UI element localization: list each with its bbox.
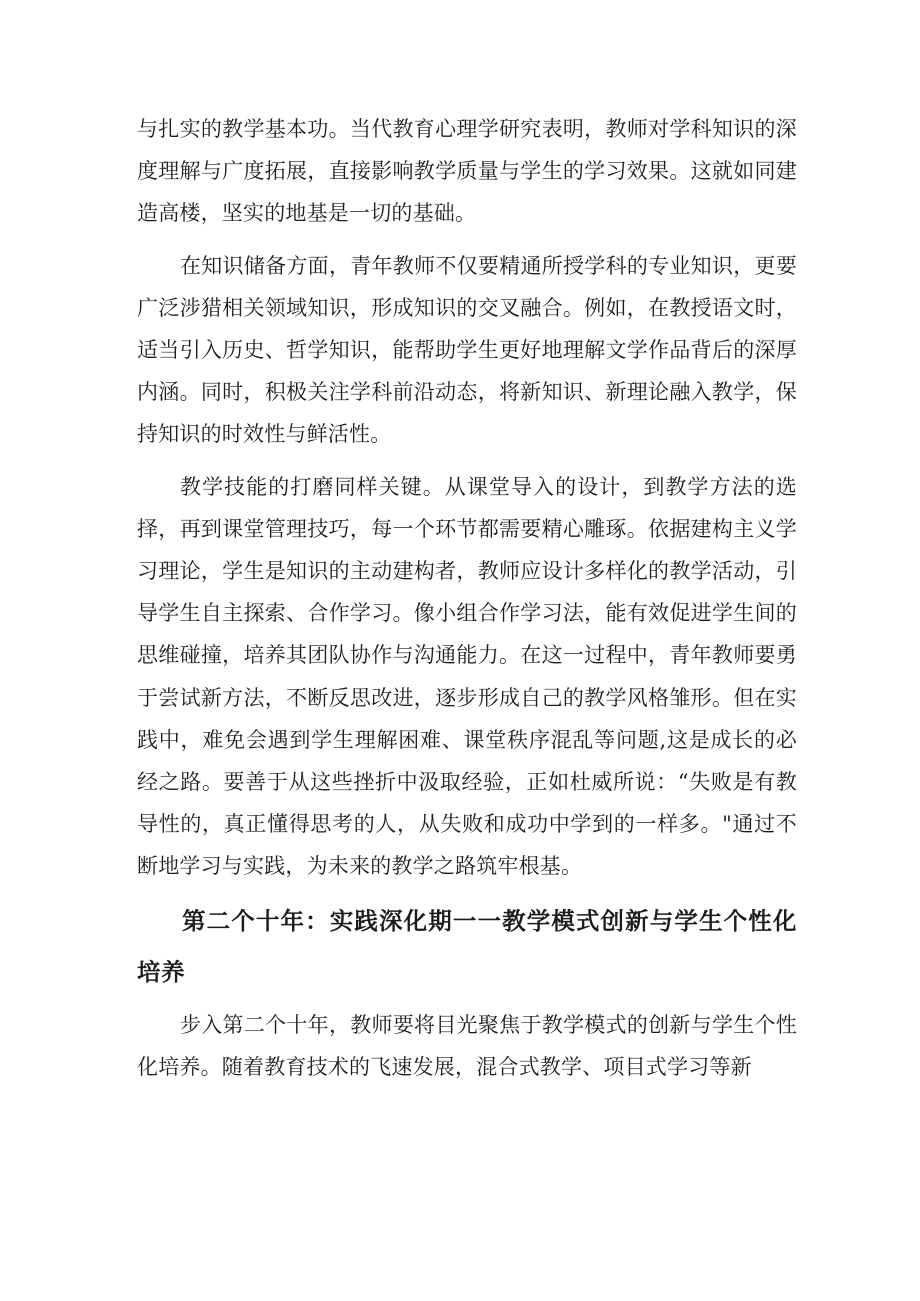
paragraph-second-decade-intro: 步入第二个十年，教师要将目光聚焦于教学模式的创新与学生个性化培养。随着教育技术的飞速发展，混合式教学、项目式学习等新: [137, 1012, 797, 1079]
section-heading-second-decade: 第二个十年：实践深化期一一教学模式创新与学生个性化培养: [137, 906, 797, 986]
document-body: [137, 108, 797, 1088]
paragraph-foundation-continued: 与扎实的教学基本功。当代教育心理学研究表明，教师对学科知识的深度理解与广度拓展，直接影响教学质量与学生的学习效果。这就如同建造高楼，坚实的地基是一切的基础。: [137, 117, 797, 226]
paragraph-knowledge-reserve: 在知识储备方面，青年教师不仅要精通所授学科的专业知识，更要广泛涉猎相关领域知识，形成知识的交叉融合。例如，在教授语文时，适当引入历史、哲学知识，能帮助学生更好地理解文学作品背后的深厚内涵。同时，积极关注学科前沿动态，将新知识、新理论融入教学，保持知识的时效性与鲜活性。: [137, 253, 797, 447]
paragraph-teaching-skills: 教学技能的打磨同样关键。从课堂导入的设计，到教学方法的选择，再到课堂管理技巧，每一个环节都需要精心雕琢。依据建构主义学习理论，学生是知识的主动建构者，教师应设计多样化的教学活动，引导学生自主探索、合作学习。像小组合作学习法，能有效促进学生间的思维碰撞，培养其团队协作与沟通能力。在这一过程中，青年教师要勇于尝试新方法，不断反思改进，逐步形成自己的教学风格雏形。但在实践中，难免会遇到学生理解困难、课堂秩序混乱等问题,这是成长的必经之路。要善于从这些挫折中汲取经验，正如杜威所说：“失败是有教导性的，真正懂得思考的人，从失败和成功中学到的一样多。"通过不断地学习与实践，为未来的教学之路筑牢根基。: [137, 474, 797, 879]
